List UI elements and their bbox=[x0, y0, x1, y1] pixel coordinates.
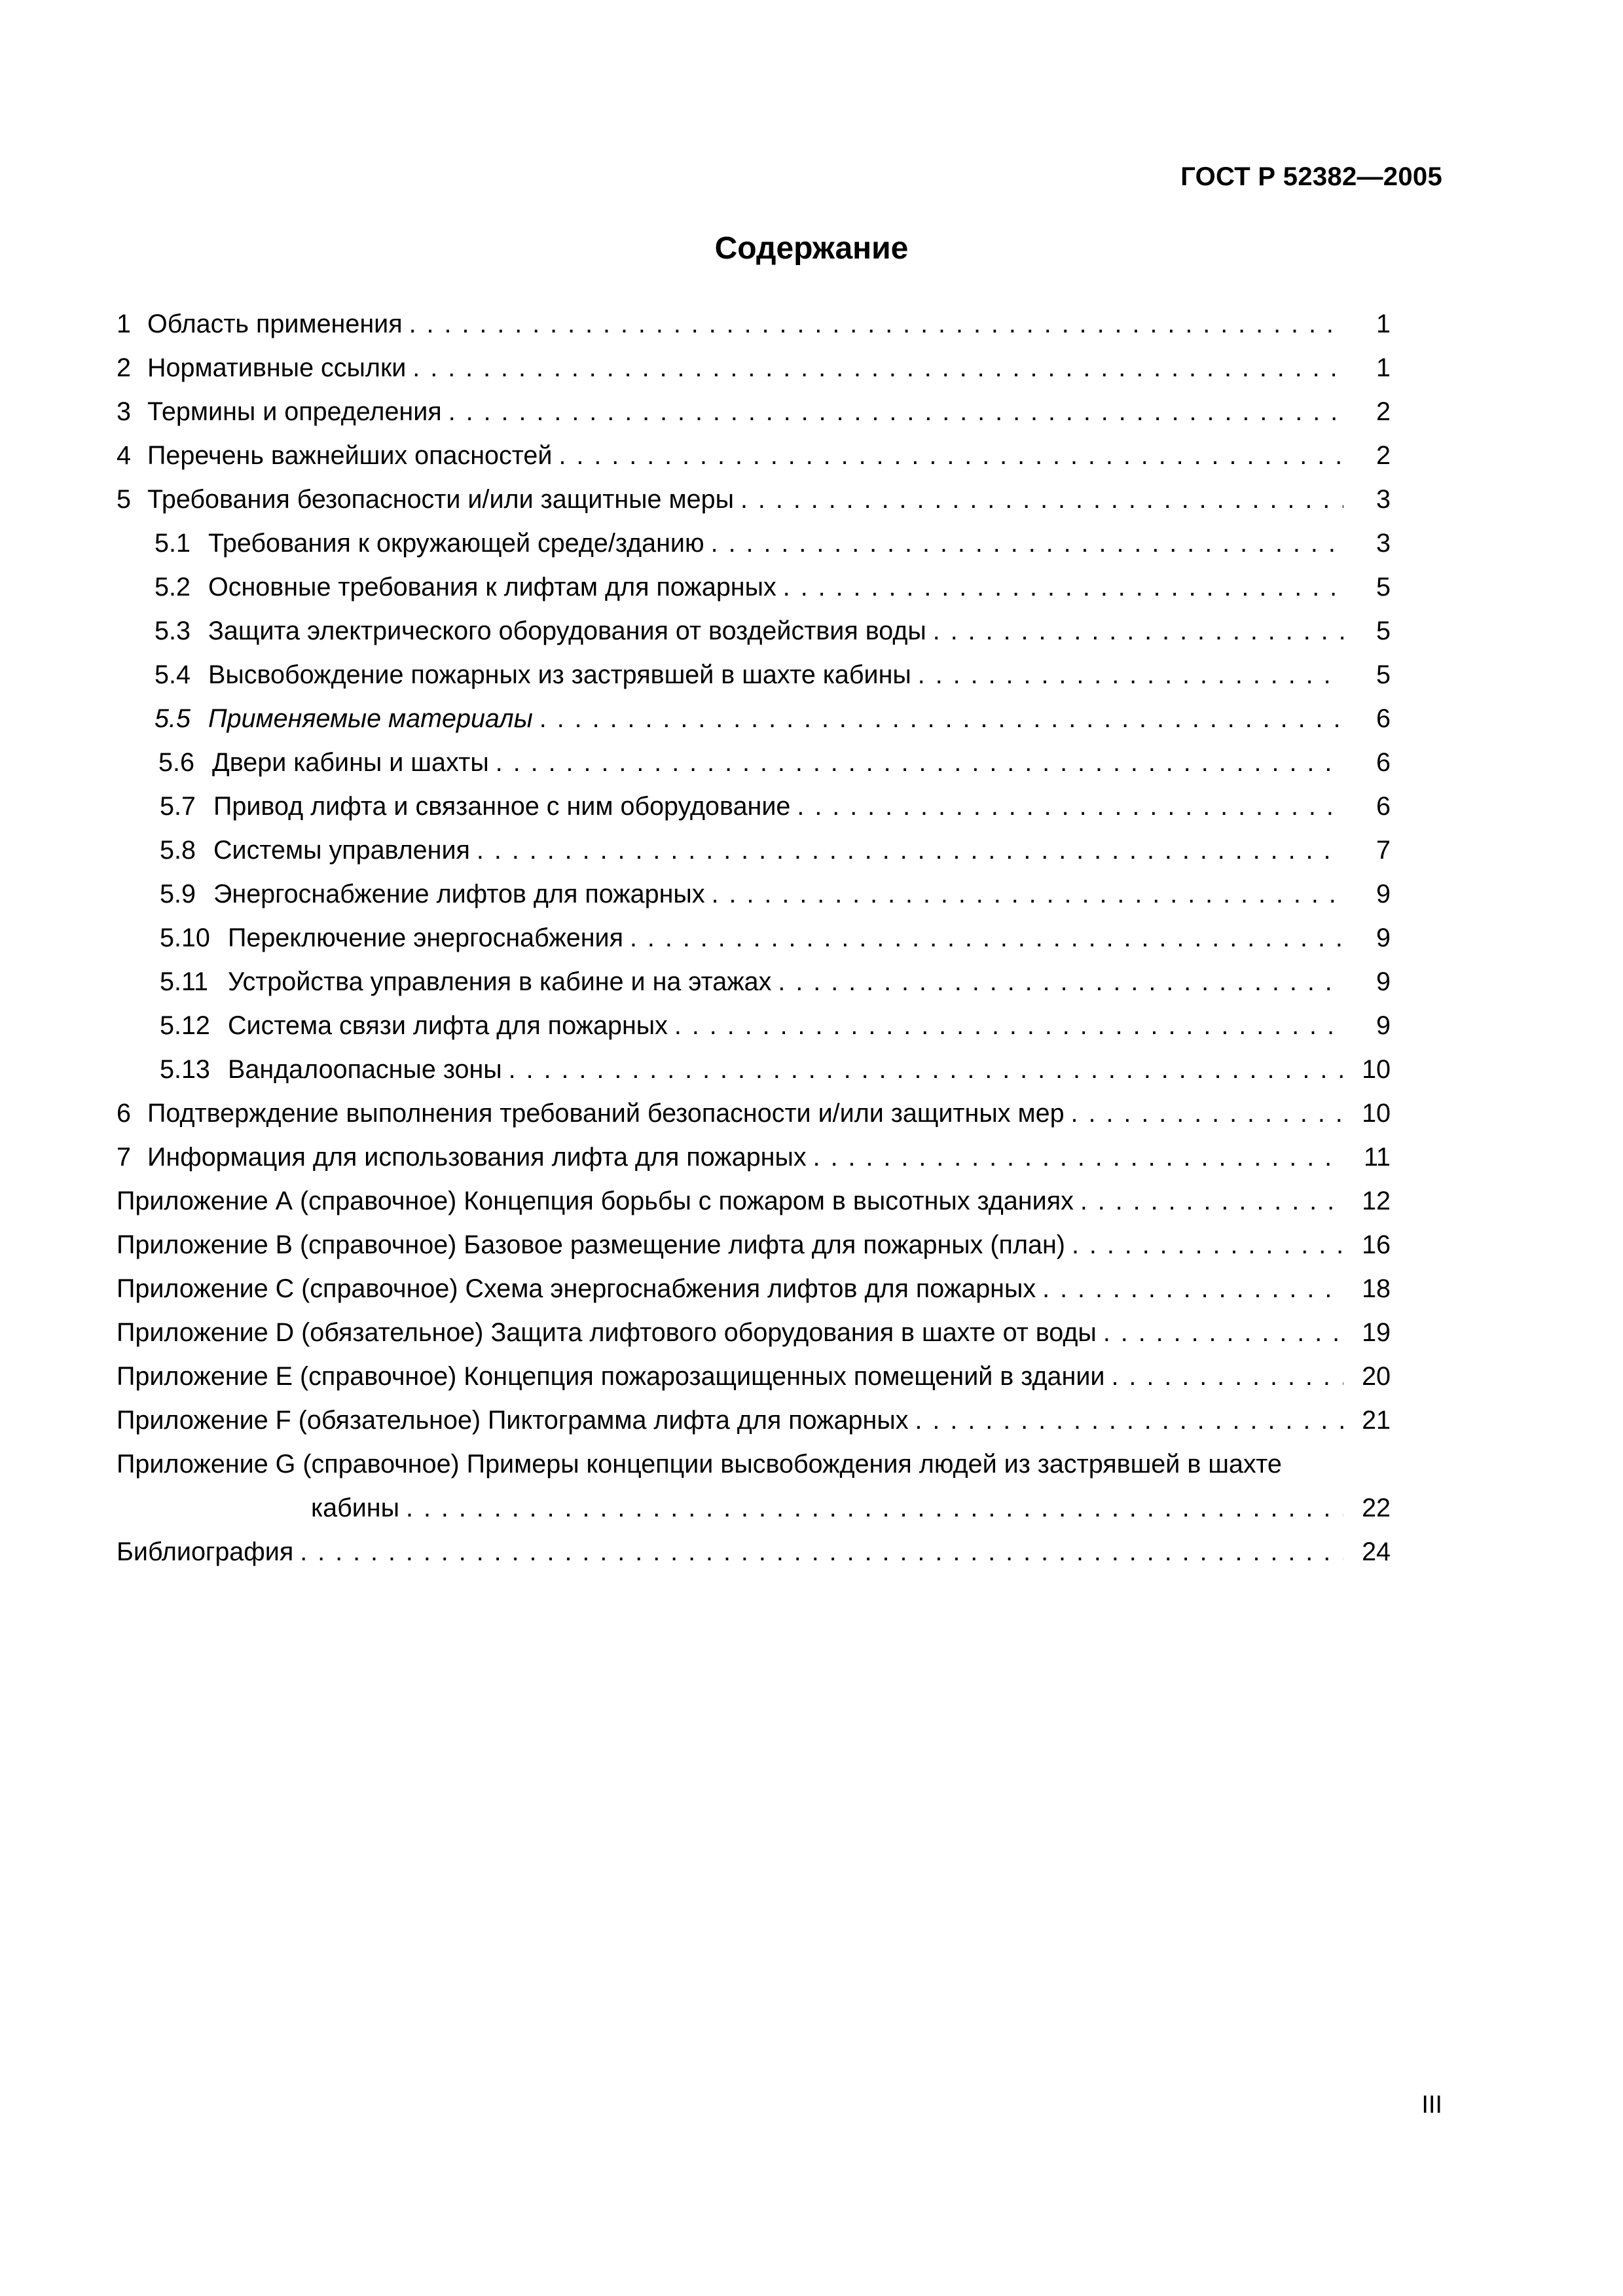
toc-entry-page: 5 bbox=[1376, 660, 1391, 689]
toc-entry-page: 9 bbox=[1376, 924, 1391, 952]
toc-entry-page: 6 bbox=[1376, 792, 1391, 821]
toc-entry-title: Системы управления bbox=[213, 836, 470, 865]
toc-leader-dots bbox=[477, 829, 1343, 872]
toc-entry-number: 4 bbox=[117, 441, 131, 470]
toc-leader-dots bbox=[539, 697, 1343, 741]
toc-entry[interactable] bbox=[117, 1004, 1391, 1048]
toc-entry-number: 5.7 bbox=[160, 792, 196, 821]
toc-leader-dots bbox=[412, 346, 1343, 390]
toc-entry-page: 22 bbox=[1362, 1494, 1391, 1522]
toc-entry-title: Система связи лифта для пожарных bbox=[228, 1011, 668, 1040]
toc-leader-dots bbox=[711, 522, 1343, 565]
toc-leader-dots bbox=[448, 390, 1343, 434]
toc-entry[interactable] bbox=[117, 829, 1391, 872]
toc-entry-number: 5.13 bbox=[160, 1055, 210, 1084]
toc-entry-page: 12 bbox=[1362, 1187, 1391, 1215]
toc-leader-dots bbox=[918, 653, 1343, 697]
toc-entry-title: Термины и определения bbox=[147, 397, 442, 426]
toc-entry-page: 1 bbox=[1376, 353, 1391, 382]
toc-entry-title: Приложение А (справочное) Концепция борьбы с пожаром в высотных зданиях bbox=[117, 1187, 1074, 1215]
toc-entry-page: 9 bbox=[1376, 880, 1391, 908]
toc-entry-number: 5.2 bbox=[155, 573, 191, 601]
toc-entry-page: 9 bbox=[1376, 1011, 1391, 1040]
table-of-contents bbox=[117, 302, 1391, 1574]
toc-appendix-entry-continuation[interactable] bbox=[117, 1486, 1391, 1530]
toc-entry-page: 5 bbox=[1376, 617, 1391, 645]
toc-entry-title: Основные требования к лифтам для пожарных bbox=[208, 573, 776, 601]
toc-entry[interactable] bbox=[117, 1136, 1391, 1179]
toc-entry-title: Переключение энергоснабжения bbox=[228, 924, 623, 952]
toc-leader-dots bbox=[740, 478, 1343, 522]
toc-leader-dots bbox=[778, 960, 1343, 1004]
toc-entry-page: 6 bbox=[1376, 704, 1391, 733]
toc-appendix-entry[interactable] bbox=[117, 1443, 1391, 1486]
toc-entry-title: Область применения bbox=[147, 310, 403, 338]
toc-entry-number: 5.1 bbox=[155, 529, 191, 558]
toc-entry-page: 10 bbox=[1362, 1055, 1391, 1084]
toc-entry-page: 5 bbox=[1376, 573, 1391, 601]
toc-entry[interactable] bbox=[117, 302, 1391, 346]
toc-entry-title: Приложение G (справочное) Примеры концепции высвобождения людей из застрявшей в шахте bbox=[117, 1450, 1282, 1479]
toc-entry-number: 5.11 bbox=[160, 967, 208, 996]
toc-entry[interactable] bbox=[117, 1048, 1391, 1092]
toc-entry-title: Приложение С (справочное) Схема энергоснабжения лифтов для пожарных bbox=[117, 1274, 1036, 1303]
page-number: III bbox=[1421, 2091, 1442, 2119]
toc-entry-page: 11 bbox=[1363, 1143, 1391, 1172]
toc-leader-dots bbox=[1111, 1355, 1343, 1399]
toc-leader-dots bbox=[1080, 1179, 1343, 1223]
toc-entry[interactable] bbox=[117, 741, 1391, 785]
toc-entry-title: Энергоснабжение лифтов для пожарных bbox=[213, 880, 705, 908]
toc-appendix-entry[interactable] bbox=[117, 1355, 1391, 1399]
toc-entry[interactable] bbox=[117, 872, 1391, 916]
toc-entry-title: Приложение Е (справочное) Концепция пожарозащищенных помещений в здании bbox=[117, 1362, 1105, 1391]
toc-appendix-entry[interactable] bbox=[117, 1311, 1391, 1355]
toc-entry-number: 7 bbox=[117, 1143, 131, 1172]
toc-leader-dots bbox=[1072, 1223, 1343, 1267]
toc-entry[interactable] bbox=[117, 785, 1391, 829]
toc-appendix-entry[interactable] bbox=[117, 1223, 1391, 1267]
toc-entry-number: 2 bbox=[117, 353, 131, 382]
document-id: ГОСТ Р 52382—2005 bbox=[1180, 162, 1442, 191]
toc-entry-page: 3 bbox=[1376, 529, 1391, 558]
toc-entry-number: 5.9 bbox=[160, 880, 196, 908]
toc-entry-title: Привод лифта и связанное с ним оборудование bbox=[213, 792, 791, 821]
toc-entry-title: Высвобождение пожарных из застрявшей в шахте кабины bbox=[208, 660, 911, 689]
toc-entry-title: Устройства управления в кабине и на этажах bbox=[228, 967, 772, 996]
toc-entry-page: 24 bbox=[1362, 1537, 1391, 1566]
toc-leader-dots bbox=[1042, 1267, 1343, 1311]
toc-entry-number: 5.3 bbox=[155, 617, 191, 645]
toc-entry[interactable] bbox=[117, 522, 1391, 565]
toc-entry[interactable] bbox=[117, 390, 1391, 434]
toc-appendix-entry[interactable] bbox=[117, 1267, 1391, 1311]
toc-entry-title: Приложение D (обязательное) Защита лифтового оборудования в шахте от воды bbox=[117, 1318, 1097, 1347]
toc-entry-page: 18 bbox=[1362, 1274, 1391, 1303]
toc-entry-title: Приложение F (обязательное) Пиктограмма лифта для пожарных bbox=[117, 1406, 909, 1435]
toc-entry[interactable] bbox=[117, 346, 1391, 390]
toc-entry-page: 21 bbox=[1362, 1406, 1391, 1435]
toc-entry[interactable] bbox=[117, 609, 1391, 653]
toc-leader-dots bbox=[406, 1486, 1343, 1530]
toc-entry-title: Перечень важнейших опасностей bbox=[147, 441, 553, 470]
toc-entry-title: Применяемые материалы bbox=[208, 704, 533, 733]
toc-entry-number: 5.4 bbox=[155, 660, 191, 689]
toc-leader-dots bbox=[558, 434, 1343, 478]
toc-entry-number: 5.5 bbox=[155, 704, 191, 733]
toc-entry-number: 5.10 bbox=[160, 924, 210, 952]
toc-entry-number: 5.6 bbox=[158, 748, 194, 777]
toc-entry-page: 1 bbox=[1376, 310, 1391, 338]
toc-entry-title: Нормативные ссылки bbox=[147, 353, 407, 382]
toc-entry-page: 20 bbox=[1362, 1362, 1391, 1391]
toc-entry-title: Защита электрического оборудования от воздействия воды bbox=[208, 617, 926, 645]
toc-leader-dots bbox=[1071, 1092, 1343, 1136]
toc-entry-title: Подтверждение выполнения требований безопасности и/или защитных мер bbox=[147, 1099, 1065, 1128]
toc-entry-page: 10 bbox=[1362, 1099, 1391, 1128]
toc-entry-page: 2 bbox=[1376, 397, 1391, 426]
toc-bibliography-entry[interactable] bbox=[117, 1530, 1391, 1574]
toc-leader-dots bbox=[300, 1530, 1343, 1574]
toc-entry-title: Приложение В (справочное) Базовое размещение лифта для пожарных (план) bbox=[117, 1230, 1065, 1259]
toc-leader-dots bbox=[813, 1136, 1343, 1179]
toc-entry-page: 19 bbox=[1362, 1318, 1391, 1347]
toc-entry-title: Библиография bbox=[117, 1537, 294, 1566]
toc-entry-number: 1 bbox=[117, 310, 131, 338]
toc-entry-page: 3 bbox=[1376, 485, 1391, 514]
toc-entry[interactable] bbox=[117, 916, 1391, 960]
toc-entry[interactable] bbox=[117, 478, 1391, 522]
toc-entry[interactable] bbox=[117, 434, 1391, 478]
toc-entry-title: Требования безопасности и/или защитные меры bbox=[147, 485, 734, 514]
toc-entry-number: 5.8 bbox=[160, 836, 196, 865]
toc-leader-dots bbox=[797, 785, 1343, 829]
toc-entry-number: 5.12 bbox=[160, 1011, 210, 1040]
toc-leader-dots bbox=[674, 1004, 1343, 1048]
toc-entry-title: Требования к окружающей среде/зданию bbox=[208, 529, 704, 558]
toc-appendix-entry[interactable] bbox=[117, 1179, 1391, 1223]
page-title: Содержание bbox=[714, 231, 909, 266]
toc-entry-number: 3 bbox=[117, 397, 131, 426]
toc-entry-page: 9 bbox=[1376, 967, 1391, 996]
toc-leader-dots bbox=[915, 1399, 1343, 1443]
toc-entry[interactable] bbox=[117, 1092, 1391, 1136]
toc-leader-dots bbox=[409, 302, 1343, 346]
toc-entry-title: Вандалоопасные зоны bbox=[228, 1055, 502, 1084]
toc-leader-dots bbox=[496, 741, 1343, 785]
toc-entry[interactable] bbox=[117, 653, 1391, 697]
toc-entry-title: кабины bbox=[311, 1494, 400, 1522]
toc-entry-page: 6 bbox=[1376, 748, 1391, 777]
toc-leader-dots bbox=[712, 872, 1343, 916]
toc-entry[interactable] bbox=[117, 960, 1391, 1004]
toc-appendix-entry[interactable] bbox=[117, 1399, 1391, 1443]
toc-entry-page: 2 bbox=[1376, 441, 1391, 470]
toc-leader-dots bbox=[509, 1048, 1343, 1092]
toc-leader-dots bbox=[933, 609, 1343, 653]
toc-entry-page: 16 bbox=[1362, 1230, 1391, 1259]
toc-entry[interactable] bbox=[117, 565, 1391, 609]
toc-entry-title: Двери кабины и шахты bbox=[212, 748, 489, 777]
toc-leader-dots bbox=[630, 916, 1343, 960]
toc-entry-number: 5 bbox=[117, 485, 131, 514]
toc-entry-page: 7 bbox=[1376, 836, 1391, 865]
toc-leader-dots bbox=[783, 565, 1343, 609]
toc-entry-number: 6 bbox=[117, 1099, 131, 1128]
toc-entry-title: Информация для использования лифта для пожарных bbox=[147, 1143, 807, 1172]
toc-entry[interactable] bbox=[117, 697, 1391, 741]
toc-leader-dots bbox=[1103, 1311, 1343, 1355]
